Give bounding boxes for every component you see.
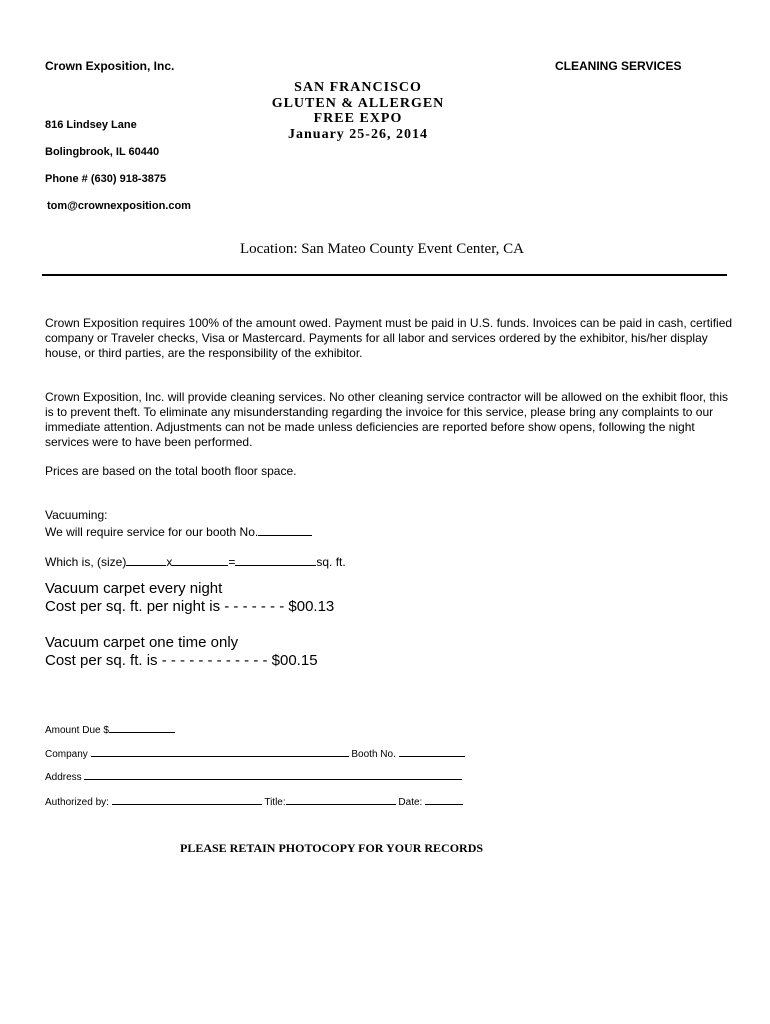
- booth-size-label: Which is, (size): [45, 555, 127, 569]
- retain-copy-notice: PLEASE RETAIN PHOTOCOPY FOR YOUR RECORDS: [180, 841, 484, 855]
- authorized-by-label: Authorized by:: [45, 797, 109, 808]
- authorization-row: [45, 794, 463, 808]
- address-line-1: 816 Lindsey Lane: [45, 119, 137, 131]
- amount-due-row: [45, 722, 175, 736]
- booth-number-field[interactable]: [258, 523, 312, 536]
- address-row: [45, 769, 462, 783]
- booth-number-row: [45, 523, 312, 539]
- payment-terms: Crown Exposition requires 100% of the amount owed. Payment must be paid in U.S. funds. Invoices can be paid in cash, certified company or Traveler checks, Visa or Mastercard. Payments for all labor and services ordered by the exhibitor, his/her display house, or third parties, are the responsibility of the exhibitor.: [45, 316, 733, 360]
- cleaning-policy: Crown Exposition, Inc. will provide cleaning services. No other cleaning service contractor will be allowed on the exhibit floor, this is to prevent theft. To eliminate any misunderstanding regarding the invoice for this service, please bring any complaints to our immediate attention. Adjustments can not be made unless deficiencies are reported before show opens, following the night services were to have been performed.: [45, 390, 728, 449]
- company-row: [45, 746, 465, 760]
- event-location: Location: San Mateo County Event Center, CA: [240, 241, 524, 257]
- service-title: CLEANING SERVICES: [555, 59, 682, 73]
- once-vacuum-title: Vacuum carpet one time only: [45, 634, 239, 651]
- pricing-note: Prices are based on the total booth floor space.: [45, 464, 297, 478]
- title-label: Title:: [264, 797, 286, 808]
- booth-number-label: We will require service for our booth No.: [45, 525, 259, 539]
- event-title-line-3: FREE EXPO: [313, 111, 403, 126]
- event-title-line-1: SAN FRANCISCO: [294, 80, 422, 95]
- nightly-vacuum-title: Vacuum carpet every night: [45, 580, 223, 597]
- event-title-line-2: GLUTEN & ALLERGEN: [271, 95, 445, 111]
- booth-area-field[interactable]: [235, 553, 316, 566]
- company-name: Crown Exposition, Inc.: [45, 59, 175, 73]
- company-field[interactable]: [91, 746, 349, 757]
- booth-no-label: Booth No.: [351, 749, 396, 760]
- booth-no-field[interactable]: [399, 746, 465, 757]
- address-field[interactable]: [84, 769, 462, 780]
- phone-number: Phone # (630) 918-3875: [45, 173, 167, 185]
- booth-width-field[interactable]: [126, 553, 166, 566]
- once-vacuum-cost: Cost per sq. ft. is - - - - - - - - - - - - $00.15: [45, 652, 318, 669]
- event-title: [238, 80, 478, 142]
- amount-due-field[interactable]: [109, 722, 175, 733]
- date-label: Date:: [398, 797, 423, 808]
- authorized-by-field[interactable]: [112, 794, 262, 805]
- title-field[interactable]: [286, 794, 396, 805]
- date-field[interactable]: [425, 794, 463, 805]
- address-label: Address: [45, 772, 82, 783]
- amount-due-label: Amount Due $: [45, 725, 109, 736]
- event-date: January 25-26, 2014: [288, 126, 428, 142]
- nightly-vacuum-cost: Cost per sq. ft. per night is - - - - - - - $00.13: [45, 598, 335, 615]
- company-label: Company: [45, 749, 88, 760]
- email-address: tom@crownexposition.com: [47, 200, 191, 212]
- header-divider: [42, 274, 727, 276]
- size-multiply: x: [166, 555, 173, 569]
- booth-depth-field[interactable]: [172, 553, 228, 566]
- booth-size-row: [45, 553, 346, 569]
- size-unit: sq. ft.: [316, 555, 346, 569]
- vacuuming-heading: Vacuuming:: [45, 508, 108, 522]
- size-equals: =: [228, 555, 236, 569]
- address-line-2: Bolingbrook, IL 60440: [45, 146, 160, 158]
